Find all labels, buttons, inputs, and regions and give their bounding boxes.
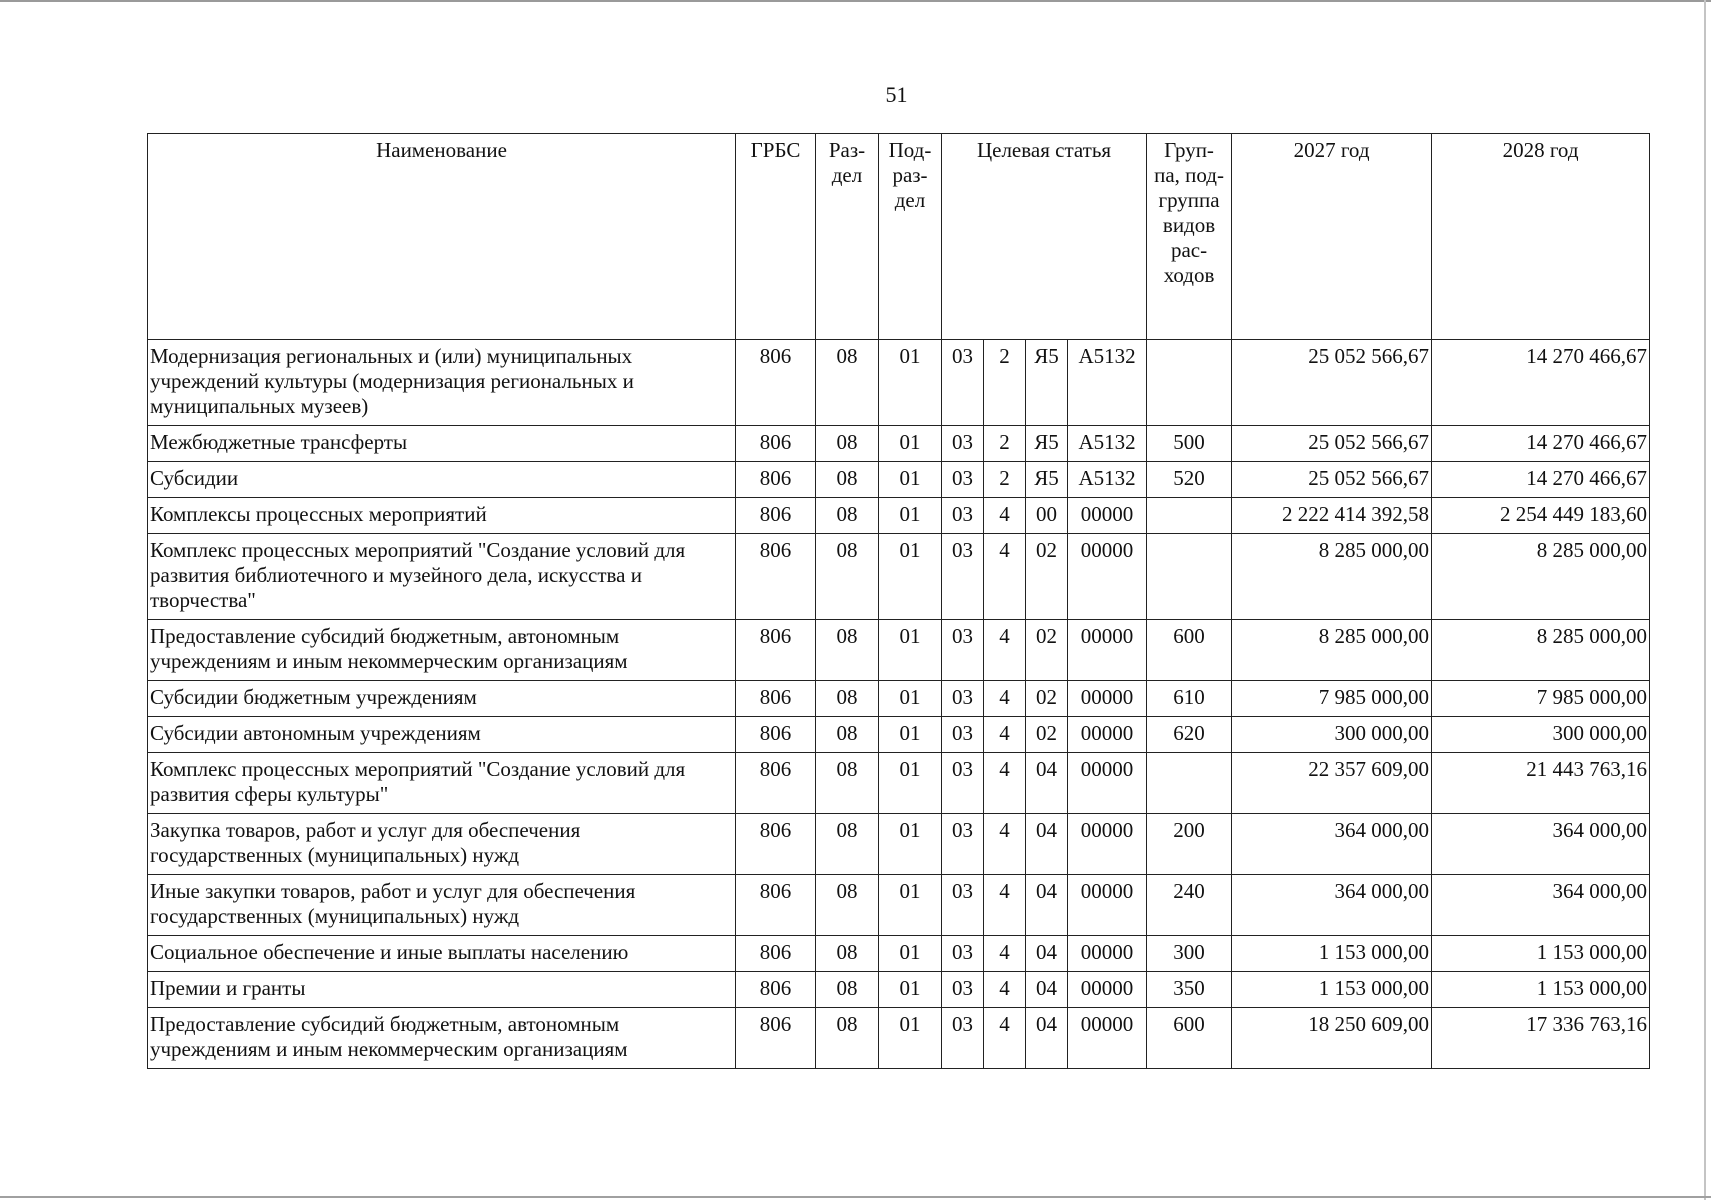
cell-expense-group: 600 (1147, 1008, 1232, 1069)
cell-target-direction: 00000 (1068, 717, 1147, 753)
cell-razdel: 08 (816, 681, 879, 717)
cell-amount-2027: 7 985 000,00 (1232, 681, 1432, 717)
cell-amount-2027: 22 357 609,00 (1232, 753, 1432, 814)
cell-target-program: 03 (942, 498, 984, 534)
cell-expense-group: 240 (1147, 875, 1232, 936)
cell-target-program: 03 (942, 936, 984, 972)
cell-target-project: 02 (1026, 534, 1068, 620)
header-group-line: Груп- (1164, 138, 1214, 162)
cell-grbs: 806 (736, 498, 816, 534)
cell-name: Межбюджетные трансферты (148, 426, 736, 462)
cell-expense-group (1147, 498, 1232, 534)
cell-target-direction: 00000 (1068, 753, 1147, 814)
cell-name: Субсидии (148, 462, 736, 498)
cell-target-type: 4 (984, 875, 1026, 936)
header-podrazdel-line: Под- (888, 138, 932, 162)
cell-podrazdel: 01 (879, 426, 942, 462)
cell-razdel: 08 (816, 717, 879, 753)
cell-amount-2028: 14 270 466,67 (1432, 340, 1650, 426)
cell-target-type: 2 (984, 340, 1026, 426)
cell-razdel: 08 (816, 875, 879, 936)
cell-razdel: 08 (816, 814, 879, 875)
cell-target-direction: 00000 (1068, 1008, 1147, 1069)
cell-amount-2027: 25 052 566,67 (1232, 426, 1432, 462)
cell-podrazdel: 01 (879, 1008, 942, 1069)
cell-name: Субсидии бюджетным учреждениям (148, 681, 736, 717)
cell-target-project: 02 (1026, 620, 1068, 681)
cell-amount-2028: 21 443 763,16 (1432, 753, 1650, 814)
cell-target-direction: 00000 (1068, 681, 1147, 717)
table-row (148, 875, 1650, 936)
cell-target-program: 03 (942, 681, 984, 717)
cell-target-program: 03 (942, 972, 984, 1008)
cell-podrazdel: 01 (879, 498, 942, 534)
header-target-article: Целевая статья (942, 134, 1147, 340)
cell-razdel: 08 (816, 620, 879, 681)
header-razdel-line: дел (831, 163, 863, 187)
cell-name: Премии и гранты (148, 972, 736, 1008)
header-podrazdel-line: дел (894, 188, 926, 212)
cell-podrazdel: 01 (879, 753, 942, 814)
cell-grbs: 806 (736, 753, 816, 814)
cell-target-direction: А5132 (1068, 340, 1147, 426)
header-razdel-line: Раз- (828, 138, 866, 162)
cell-amount-2028: 1 153 000,00 (1432, 972, 1650, 1008)
header-podrazdel-line: раз- (892, 163, 928, 187)
cell-name: Закупка товаров, работ и услуг для обеспечения государственных (муниципальных) нужд (148, 814, 736, 875)
cell-target-project: Я5 (1026, 340, 1068, 426)
table-row (148, 340, 1650, 426)
cell-expense-group: 350 (1147, 972, 1232, 1008)
cell-target-project: Я5 (1026, 426, 1068, 462)
cell-target-program: 03 (942, 426, 984, 462)
cell-podrazdel: 01 (879, 875, 942, 936)
cell-target-project: 04 (1026, 936, 1068, 972)
cell-amount-2028: 2 254 449 183,60 (1432, 498, 1650, 534)
cell-grbs: 806 (736, 1008, 816, 1069)
table-row (148, 620, 1650, 681)
cell-target-project: 04 (1026, 1008, 1068, 1069)
cell-target-program: 03 (942, 875, 984, 936)
cell-grbs: 806 (736, 936, 816, 972)
cell-target-program: 03 (942, 753, 984, 814)
cell-amount-2027: 18 250 609,00 (1232, 1008, 1432, 1069)
table-row (148, 462, 1650, 498)
cell-target-program: 03 (942, 1008, 984, 1069)
cell-target-project: 02 (1026, 717, 1068, 753)
cell-amount-2027: 1 153 000,00 (1232, 936, 1432, 972)
header-grbs: ГРБС (736, 134, 816, 340)
table-row (148, 717, 1650, 753)
cell-amount-2027: 1 153 000,00 (1232, 972, 1432, 1008)
cell-target-type: 2 (984, 462, 1026, 498)
cell-name: Комплексы процессных мероприятий (148, 498, 736, 534)
cell-name: Предоставление субсидий бюджетным, автономным учреждениям и иным некоммерческим организациям (148, 620, 736, 681)
cell-amount-2027: 25 052 566,67 (1232, 462, 1432, 498)
cell-target-program: 03 (942, 717, 984, 753)
cell-expense-group (1147, 534, 1232, 620)
cell-target-type: 4 (984, 717, 1026, 753)
table-header-row (148, 134, 1650, 340)
header-name: Наименование (148, 134, 736, 340)
table-row (148, 426, 1650, 462)
cell-expense-group: 200 (1147, 814, 1232, 875)
cell-razdel: 08 (816, 753, 879, 814)
cell-amount-2028: 364 000,00 (1432, 875, 1650, 936)
cell-amount-2028: 8 285 000,00 (1432, 620, 1650, 681)
cell-podrazdel: 01 (879, 681, 942, 717)
cell-target-direction: 00000 (1068, 936, 1147, 972)
cell-podrazdel: 01 (879, 936, 942, 972)
cell-razdel: 08 (816, 972, 879, 1008)
header-group-line: па, под- (1154, 163, 1224, 187)
table-row (148, 753, 1650, 814)
cell-target-direction: 00000 (1068, 534, 1147, 620)
cell-expense-group: 610 (1147, 681, 1232, 717)
header-group (1147, 134, 1232, 340)
cell-target-type: 4 (984, 753, 1026, 814)
cell-podrazdel: 01 (879, 534, 942, 620)
cell-razdel: 08 (816, 340, 879, 426)
cell-expense-group: 520 (1147, 462, 1232, 498)
table-body (148, 340, 1650, 1069)
cell-target-project: 04 (1026, 972, 1068, 1008)
cell-target-program: 03 (942, 534, 984, 620)
cell-grbs: 806 (736, 972, 816, 1008)
cell-target-direction: 00000 (1068, 620, 1147, 681)
cell-target-direction: 00000 (1068, 814, 1147, 875)
table-row (148, 972, 1650, 1008)
cell-grbs: 806 (736, 681, 816, 717)
cell-podrazdel: 01 (879, 462, 942, 498)
cell-razdel: 08 (816, 1008, 879, 1069)
cell-podrazdel: 01 (879, 340, 942, 426)
cell-target-type: 4 (984, 681, 1026, 717)
header-group-line: группа (1158, 188, 1220, 212)
cell-expense-group (1147, 753, 1232, 814)
cell-expense-group: 300 (1147, 936, 1232, 972)
cell-target-project: 04 (1026, 753, 1068, 814)
cell-target-program: 03 (942, 462, 984, 498)
header-group-line: рас- (1170, 238, 1208, 262)
cell-amount-2027: 8 285 000,00 (1232, 620, 1432, 681)
cell-amount-2027: 8 285 000,00 (1232, 534, 1432, 620)
table-row (148, 814, 1650, 875)
cell-target-program: 03 (942, 620, 984, 681)
cell-target-direction: 00000 (1068, 498, 1147, 534)
header-group-line: ходов (1163, 263, 1215, 287)
cell-target-direction: А5132 (1068, 426, 1147, 462)
cell-target-type: 4 (984, 814, 1026, 875)
cell-target-project: 02 (1026, 681, 1068, 717)
cell-podrazdel: 01 (879, 717, 942, 753)
page-number: 51 (885, 82, 908, 107)
cell-target-project: Я5 (1026, 462, 1068, 498)
cell-amount-2028: 8 285 000,00 (1432, 534, 1650, 620)
header-year-2028: 2028 год (1432, 134, 1650, 340)
cell-razdel: 08 (816, 462, 879, 498)
cell-razdel: 08 (816, 426, 879, 462)
cell-name: Субсидии автономным учреждениям (148, 717, 736, 753)
scan-edge-right (1704, 0, 1706, 1200)
cell-grbs: 806 (736, 426, 816, 462)
cell-target-type: 4 (984, 620, 1026, 681)
cell-target-type: 4 (984, 972, 1026, 1008)
cell-name: Модернизация региональных и (или) муниципальных учреждений культуры (модернизация региональных и муниципальных музеев) (148, 340, 736, 426)
cell-podrazdel: 01 (879, 972, 942, 1008)
cell-amount-2027: 364 000,00 (1232, 875, 1432, 936)
cell-expense-group: 600 (1147, 620, 1232, 681)
cell-expense-group: 620 (1147, 717, 1232, 753)
header-razdel (816, 134, 879, 340)
cell-name: Комплекс процессных мероприятий "Создание условий для развития сферы культуры" (148, 753, 736, 814)
cell-name: Иные закупки товаров, работ и услуг для обеспечения государственных (муниципальных) нужд (148, 875, 736, 936)
cell-target-direction: 00000 (1068, 972, 1147, 1008)
cell-target-type: 4 (984, 498, 1026, 534)
table-row (148, 534, 1650, 620)
scan-edge-bottom (0, 1196, 1711, 1198)
header-year-2027: 2027 год (1232, 134, 1432, 340)
cell-target-direction: А5132 (1068, 462, 1147, 498)
cell-amount-2027: 364 000,00 (1232, 814, 1432, 875)
cell-razdel: 08 (816, 498, 879, 534)
cell-target-type: 4 (984, 534, 1026, 620)
table-row (148, 498, 1650, 534)
cell-amount-2028: 17 336 763,16 (1432, 1008, 1650, 1069)
cell-target-program: 03 (942, 814, 984, 875)
cell-podrazdel: 01 (879, 620, 942, 681)
cell-target-project: 04 (1026, 814, 1068, 875)
table-row (148, 936, 1650, 972)
cell-amount-2027: 300 000,00 (1232, 717, 1432, 753)
scan-edge-top (0, 0, 1711, 2)
cell-podrazdel: 01 (879, 814, 942, 875)
cell-grbs: 806 (736, 717, 816, 753)
header-podrazdel (879, 134, 942, 340)
cell-amount-2028: 14 270 466,67 (1432, 426, 1650, 462)
cell-name: Комплекс процессных мероприятий "Создание условий для развития библиотечного и музейного дела, искусства и творчества" (148, 534, 736, 620)
cell-target-type: 4 (984, 936, 1026, 972)
header-group-line: видов (1162, 213, 1216, 237)
cell-grbs: 806 (736, 814, 816, 875)
cell-amount-2028: 300 000,00 (1432, 717, 1650, 753)
cell-target-program: 03 (942, 340, 984, 426)
cell-amount-2028: 14 270 466,67 (1432, 462, 1650, 498)
cell-grbs: 806 (736, 462, 816, 498)
cell-name: Социальное обеспечение и иные выплаты населению (148, 936, 736, 972)
cell-grbs: 806 (736, 534, 816, 620)
cell-target-type: 2 (984, 426, 1026, 462)
cell-name: Предоставление субсидий бюджетным, автономным учреждениям и иным некоммерческим организациям (148, 1008, 736, 1069)
table-row (148, 681, 1650, 717)
budget-table (147, 133, 1650, 1069)
cell-expense-group (1147, 340, 1232, 426)
cell-target-project: 04 (1026, 875, 1068, 936)
cell-target-type: 4 (984, 1008, 1026, 1069)
cell-target-project: 00 (1026, 498, 1068, 534)
cell-grbs: 806 (736, 875, 816, 936)
cell-expense-group: 500 (1147, 426, 1232, 462)
table-row (148, 1008, 1650, 1069)
cell-razdel: 08 (816, 936, 879, 972)
cell-target-direction: 00000 (1068, 875, 1147, 936)
cell-amount-2028: 364 000,00 (1432, 814, 1650, 875)
cell-amount-2027: 2 222 414 392,58 (1232, 498, 1432, 534)
cell-amount-2028: 1 153 000,00 (1432, 936, 1650, 972)
cell-grbs: 806 (736, 340, 816, 426)
cell-amount-2028: 7 985 000,00 (1432, 681, 1650, 717)
cell-amount-2027: 25 052 566,67 (1232, 340, 1432, 426)
cell-razdel: 08 (816, 534, 879, 620)
cell-grbs: 806 (736, 620, 816, 681)
